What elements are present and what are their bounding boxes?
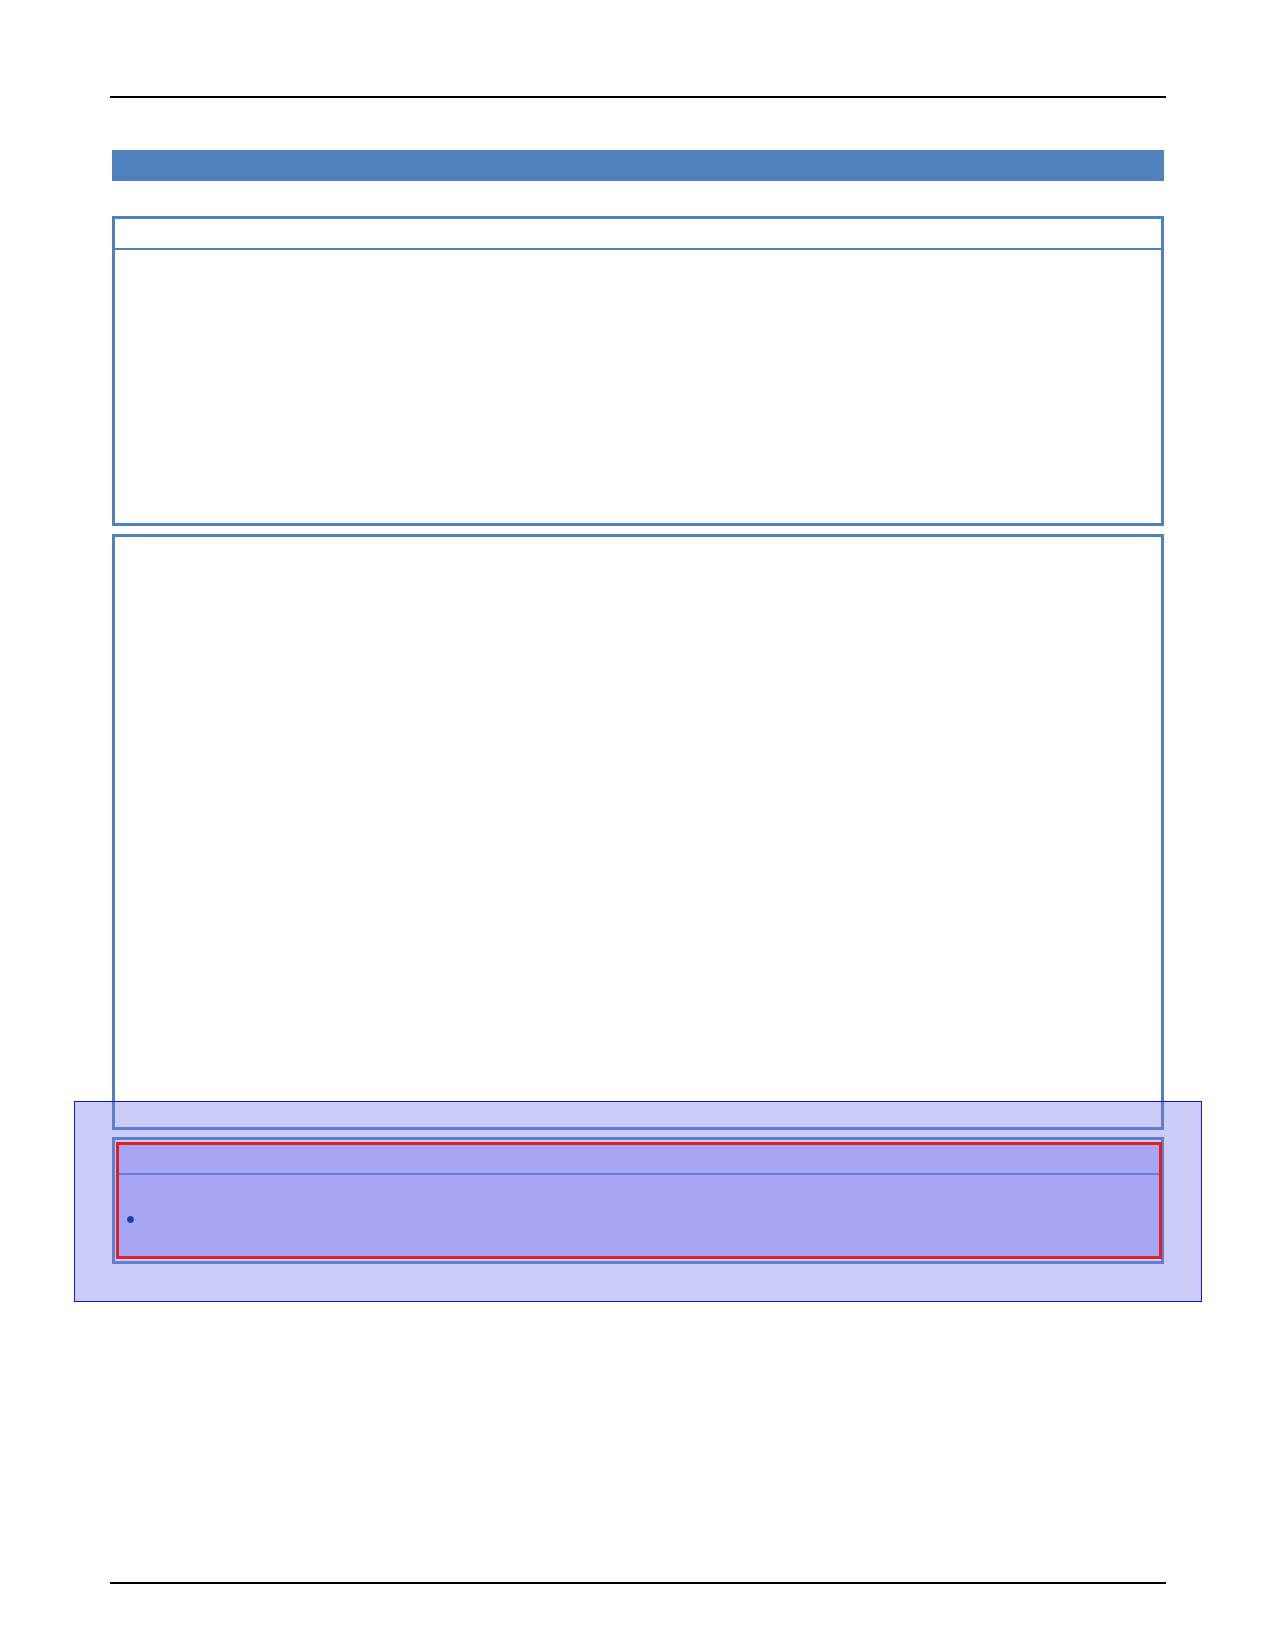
- footer-rule: [110, 1582, 1166, 1584]
- activities-bullet: [127, 1216, 134, 1223]
- competence-divider: [114, 248, 1162, 250]
- competence-box: [112, 216, 1164, 526]
- header-rule: [110, 96, 1166, 98]
- code-bar: [112, 150, 1164, 181]
- elements-box: [112, 534, 1164, 1130]
- highlight-box: [116, 1142, 1162, 1259]
